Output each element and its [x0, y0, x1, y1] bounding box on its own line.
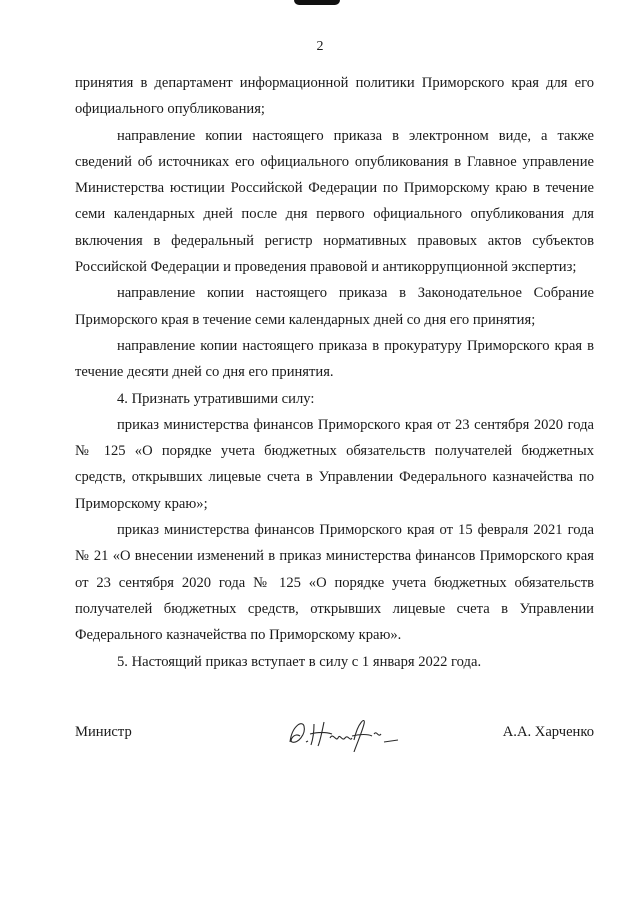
signatory-title: Министр — [75, 724, 132, 740]
handwritten-signature — [280, 712, 400, 752]
paragraph: приказ министерства финансов Приморского края от 15 февраля 2021 года № 21 «О внесении изменений в приказ министерства финансов Приморского края от 23 сентября 2020 года № 125 «О порядке учета бюджетных обязательств получателей бюджетных средств, открывших лицевые счета в Управлении Федерального казначейства по Приморскому краю». — [75, 522, 594, 644]
signature-block — [75, 712, 594, 752]
paragraph: направление копии настоящего приказа в электронном виде, а также сведений об источниках его официального опубликования в Главное управление Министерства юстиции Российской Федерации по Приморскому краю в течение семи календарных дней после дня первого официального опубликования для включения в федеральный регистр нормативных правовых актов субъектов Российской Федерации и проведения правовой и антикоррупционной экспертиз; — [75, 127, 594, 276]
paragraph: приказ министерства финансов Приморского края от 23 сентября 2020 года № 125 «О порядке учета бюджетных обязательств получателей бюджетных средств, открывших лицевые счета в Управлении Федерального казначейства по Приморскому краю»; — [75, 416, 594, 512]
paragraph: направление копии настоящего приказа в Законодательное Собрание Приморского края в течение семи календарных дней со дня его принятия; — [75, 285, 594, 328]
paragraph: 5. Настоящий приказ вступает в силу с 1 января 2022 года. — [117, 653, 482, 670]
document-body — [75, 70, 594, 675]
section-heading: 4. Признать утратившими силу: — [117, 390, 315, 407]
page-number: 2 — [316, 39, 324, 54]
paragraph: направление копии настоящего приказа в прокуратуру Приморского края в течение десяти дней со дня его принятия. — [75, 337, 594, 381]
scan-edge-mark — [294, 0, 340, 5]
paragraph: принятия в департамент информационной политики Приморского края для его официального опубликования; — [75, 75, 594, 118]
signatory-name: А.А. Харченко — [502, 724, 594, 740]
